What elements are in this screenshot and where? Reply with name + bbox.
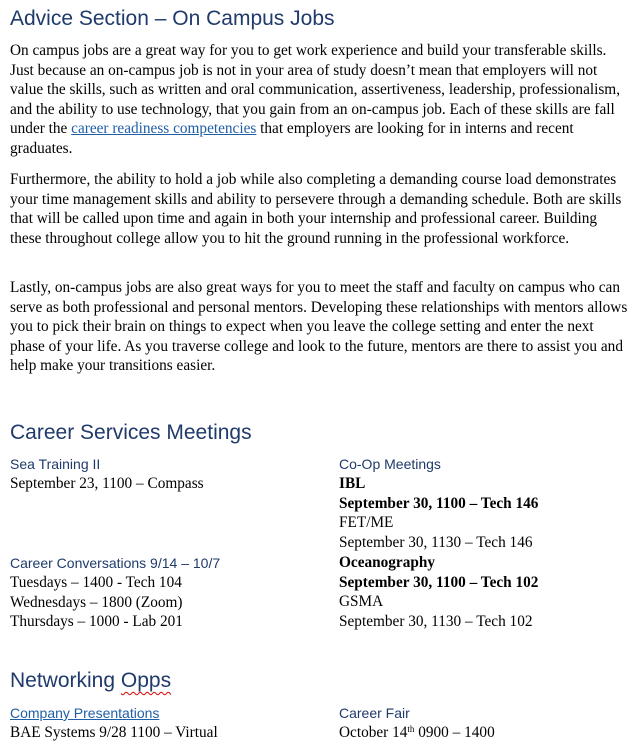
- career-fair-block: [339, 704, 639, 743]
- sea-training-line: September 23, 1100 – Compass: [10, 475, 204, 492]
- coop-meetings-heading: Co-Op Meetings: [339, 456, 441, 472]
- career-fair-date-main: October 14: [339, 724, 408, 741]
- career-fair-date: [339, 723, 639, 743]
- bae-systems-line: BAE Systems 9/28 1100 – Virtual: [10, 724, 218, 741]
- advice-paragraph-3: Lastly, on-campus jobs are also great ways for you to meet the staff and faculty on campus who can serve as both professional and personal mentors. Developing these relationships with mentors allows you to pick their brain on things to expect when you leave the college setting and enter the next phase of your life. As you traverse college and look to the future, mentors are there to assist you and help make your transitions easier.: [10, 279, 628, 375]
- career-conversations-heading: Career Conversations 9/14 – 10/7: [10, 555, 221, 571]
- conversations-line-thursdays: Thursdays – 1000 - Lab 201: [10, 613, 183, 631]
- advice-section-title: Advice Section – On Campus Jobs: [10, 7, 335, 30]
- advice-paragraph-1-text: On campus jobs are a great way for you to get work experience and build your transferable skills. Just because an on-campus job is not in your area of study doesn’t mean that employers will not value the skills, such as written and oral communication, assertiveness, leadership, professionalism, and the ability to use technology, that you gain from an on-campus job. Each of these skills are fall under the: [10, 42, 621, 138]
- company-presentations-link[interactable]: Company Presentations: [10, 705, 160, 721]
- career-fair-date-suffix: th: [407, 724, 415, 734]
- coop-gsma-time: September 30, 1130 – Tech 102: [339, 612, 533, 630]
- sea-training-heading: Sea Training II: [10, 456, 101, 472]
- career-conversations-block: [10, 554, 310, 632]
- coop-oceanography-time: September 30, 1100 – Tech 102: [339, 573, 539, 591]
- coop-fetme-label: FET/ME: [339, 514, 394, 532]
- coop-ibl-label: IBL: [339, 475, 366, 492]
- company-presentations-block: [10, 704, 310, 743]
- opps-misspelled-word: Opps: [120, 669, 172, 692]
- coop-fetme-time: September 30, 1130 – Tech 146: [339, 534, 533, 552]
- career-fair-heading: Career Fair: [339, 705, 410, 721]
- sea-training-block: [10, 455, 310, 494]
- coop-ibl-time: September 30, 1100 – Tech 146: [339, 494, 539, 512]
- advice-paragraph-2: Furthermore, the ability to hold a job while also completing a demanding course load demonstrates your time management skills and ability to persevere through a demanding schedule. Both are skills that will be called upon time and again in both your internship and professional career. Building these throughout college allow you to hit the ground running in the professional workforce.: [10, 171, 622, 247]
- career-fair-time: 0900 – 1400: [414, 724, 495, 741]
- advice-paragraph-1-end: that employers are looking for in interns and recent graduates.: [10, 120, 574, 157]
- networking-opps-title: [10, 669, 171, 693]
- coop-oceanography-label: Oceanography: [339, 553, 436, 571]
- networking-title-word: Networking: [10, 669, 116, 692]
- coop-gsma-label: GSMA: [339, 593, 384, 611]
- advice-paragraph-1: [10, 41, 628, 159]
- conversations-line-wednesdays: Wednesdays – 1800 (Zoom): [10, 593, 183, 611]
- career-readiness-link[interactable]: career readiness competencies: [71, 120, 257, 138]
- career-services-meetings-title: Career Services Meetings: [10, 421, 252, 444]
- conversations-line-tuesdays: Tuesdays – 1400 - Tech 104: [10, 574, 182, 591]
- coop-meetings-block: [339, 455, 639, 632]
